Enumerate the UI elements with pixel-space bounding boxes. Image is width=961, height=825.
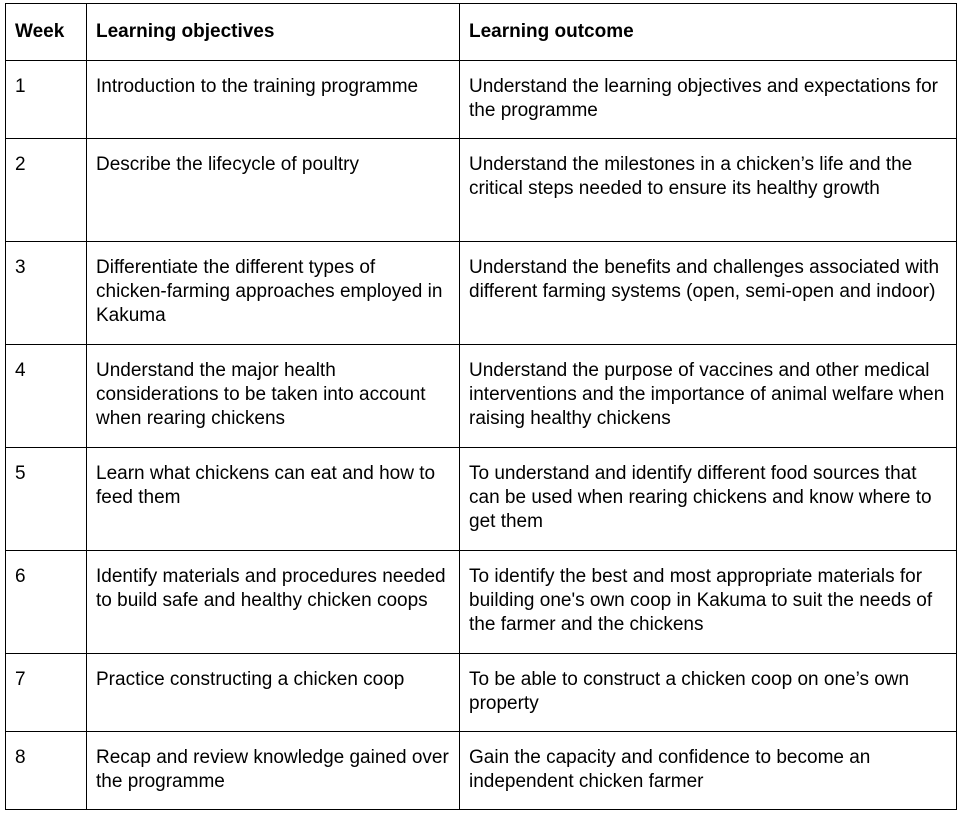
table-row <box>6 242 957 345</box>
outcome-cell: Understand the benefits and challenges associated with different farming systems (open, semi-open and indoor) <box>460 242 957 345</box>
outcome-cell: To understand and identify different food sources that can be used when rearing chickens and know where to get them <box>460 448 957 551</box>
objective-cell: Understand the major health considerations to be taken into account when rearing chickens <box>87 345 460 448</box>
table-row <box>6 448 957 551</box>
objective-cell: Introduction to the training programme <box>87 61 460 139</box>
table-row <box>6 732 957 810</box>
objective-cell: Learn what chickens can eat and how to feed them <box>87 448 460 551</box>
objective-cell: Differentiate the different types of chicken-farming approaches employed in Kakuma <box>87 242 460 345</box>
table-row <box>6 654 957 732</box>
outcome-cell: To be able to construct a chicken coop on one’s own property <box>460 654 957 732</box>
table-header-row <box>6 4 957 61</box>
outcome-cell: Understand the purpose of vaccines and other medical interventions and the importance of animal welfare when raising healthy chickens <box>460 345 957 448</box>
table-row <box>6 139 957 242</box>
week-cell: 6 <box>6 551 87 654</box>
header-learning-objectives: Learning objectives <box>87 4 460 61</box>
week-cell: 2 <box>6 139 87 242</box>
header-learning-outcome: Learning outcome <box>460 4 957 61</box>
table-row <box>6 551 957 654</box>
week-cell: 8 <box>6 732 87 810</box>
outcome-cell: Understand the milestones in a chicken’s life and the critical steps needed to ensure its healthy growth <box>460 139 957 242</box>
week-cell: 5 <box>6 448 87 551</box>
week-cell: 1 <box>6 61 87 139</box>
week-cell: 7 <box>6 654 87 732</box>
week-cell: 3 <box>6 242 87 345</box>
table-row <box>6 61 957 139</box>
objective-cell: Recap and review knowledge gained over the programme <box>87 732 460 810</box>
outcome-cell: Gain the capacity and confidence to become an independent chicken farmer <box>460 732 957 810</box>
objective-cell: Practice constructing a chicken coop <box>87 654 460 732</box>
outcome-cell: To identify the best and most appropriate materials for building one's own coop in Kakuma to suit the needs of the farmer and the chickens <box>460 551 957 654</box>
training-programme-table <box>5 3 957 810</box>
objective-cell: Describe the lifecycle of poultry <box>87 139 460 242</box>
objective-cell: Identify materials and procedures needed to build safe and healthy chicken coops <box>87 551 460 654</box>
week-cell: 4 <box>6 345 87 448</box>
outcome-cell: Understand the learning objectives and expectations for the programme <box>460 61 957 139</box>
table-row <box>6 345 957 448</box>
header-week: Week <box>6 4 87 61</box>
